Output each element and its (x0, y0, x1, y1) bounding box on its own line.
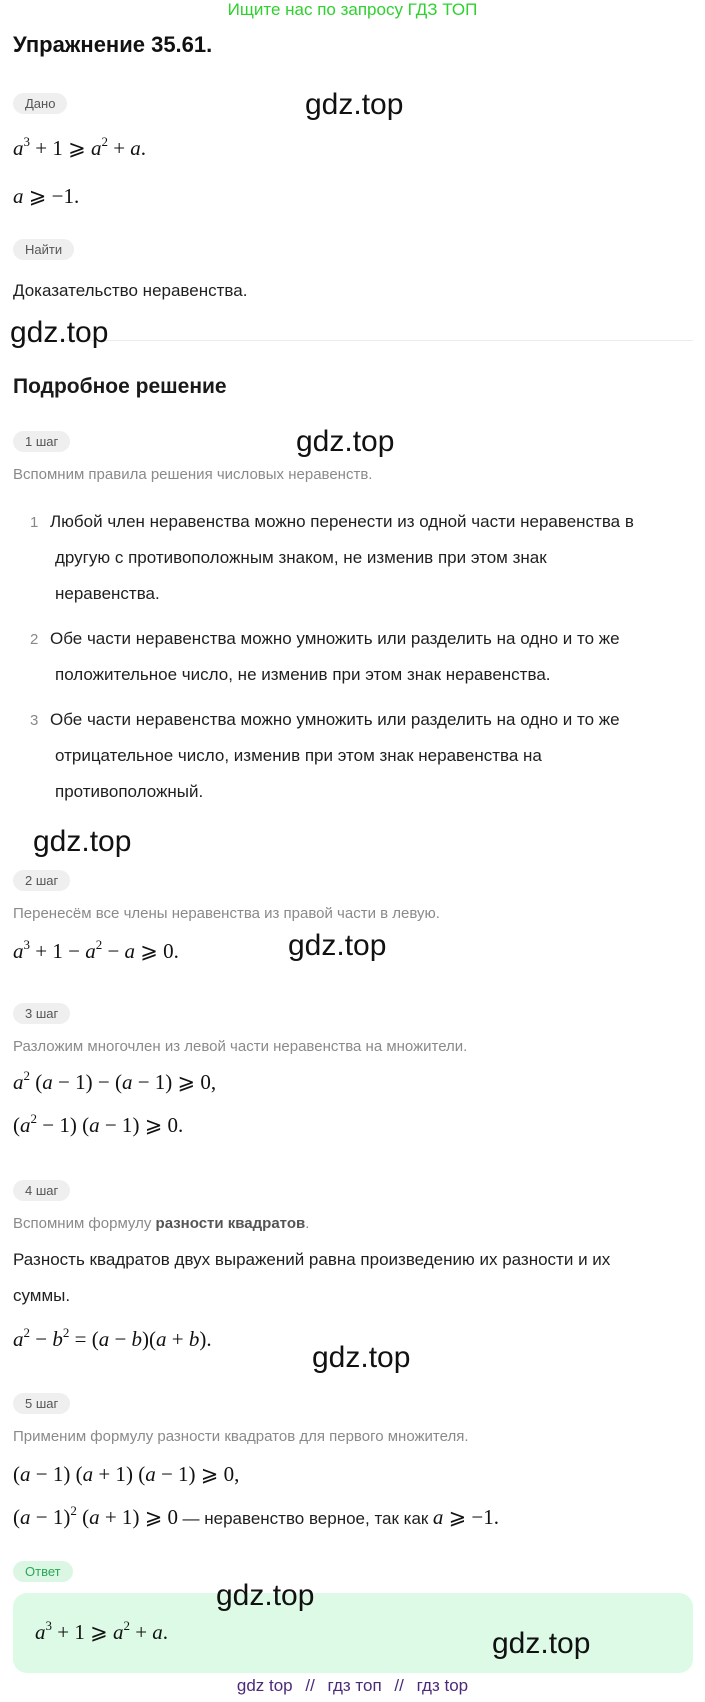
step-2-inequality: $a^3 + 1 - a^2 - a$ ⩾ 0. (13, 937, 179, 963)
step-4-badge (13, 1180, 70, 1201)
footer-separator: // (305, 1676, 315, 1695)
answer-label: Ответ (13, 1561, 73, 1582)
rule-1-line-2: другую с противоположным знаком, не изменив при этом знак (55, 548, 547, 567)
watermark: gdz.top (305, 88, 404, 121)
rule-1-number: 1 (30, 514, 39, 531)
step-5-final-inequality: $(a - 1)^2$ (a + 1) ⩾ 0 (13, 1503, 179, 1529)
answer-inequality: $a^3 + 1$ ⩾ $a^2 + a$. (35, 1618, 169, 1644)
difference-of-squares-formula: $a^2 - b^2 = (a - b)(a + b)$. (13, 1325, 212, 1351)
answer-badge (13, 1561, 73, 1582)
watermark: gdz.top (312, 1341, 411, 1374)
rule-3-line-3: противоположный. (55, 782, 204, 801)
rule-3-number: 3 (30, 712, 39, 729)
step-3-factor-1: $a^2$ (a − 1) − (a − 1) ⩾ 0, (13, 1068, 217, 1094)
solution-heading: Подробное решение (13, 375, 227, 398)
rule-1-line-1: Любой член неравенства можно перенести из одной части неравенства в (50, 512, 634, 531)
rule-2-line-2: положительное число, не изменив при этом знак неравенства. (55, 665, 551, 684)
step-4-intro (13, 1215, 309, 1232)
step-5-label: 5 шаг (13, 1393, 70, 1414)
step-5-product: (a − 1) (a + 1) (a − 1) ⩾ 0, (13, 1462, 240, 1486)
step-1-intro: Вспомним правила решения числовых неравенств. (13, 466, 373, 483)
find-label: Найти (13, 239, 74, 260)
watermark: gdz.top (492, 1627, 591, 1660)
rule-1-line-3: неравенства. (55, 584, 160, 603)
step-1-label: 1 шаг (13, 431, 70, 452)
step-5-conclusion-text: — неравенство верное, так как (182, 1509, 429, 1528)
step-3-intro: Разложим многочлен из левой части неравенства на множители. (13, 1038, 468, 1055)
footer-link-1[interactable]: gdz top (236, 1676, 293, 1695)
exercise-title: Упражнение 35.61. (13, 32, 213, 57)
step-5-conclusion (13, 1505, 499, 1530)
watermark: gdz.top (296, 425, 395, 458)
step-5-condition: a ⩾ −1. (432, 1505, 500, 1529)
given-label: Дано (13, 93, 67, 114)
step-2-intro: Перенесём все члены неравенства из правой части в левую. (13, 905, 440, 922)
rule-3-line-2: отрицательное число, изменив при этом знак неравенства на (55, 746, 542, 765)
step-3-label: 3 шаг (13, 1003, 70, 1024)
step-4-text-line-2: суммы. (13, 1286, 71, 1305)
watermark: gdz.top (10, 316, 109, 349)
step-2-badge (13, 870, 70, 891)
step-4-intro-prefix: Вспомним формулу (13, 1215, 152, 1232)
rule-2-line-1: Обе части неравенства можно умножить или разделить на одно и то же (50, 629, 620, 648)
step-3-badge (13, 1003, 70, 1024)
step-4-intro-suffix: . (305, 1215, 310, 1232)
divider (13, 340, 693, 341)
step-1-badge (13, 431, 70, 452)
find-text: Доказательство неравенства. (13, 281, 248, 300)
footer-links (0, 1676, 705, 1696)
given-badge (13, 93, 67, 114)
watermark: gdz.top (288, 929, 387, 962)
watermark: gdz.top (33, 825, 132, 858)
formula-name: разности квадратов (155, 1215, 306, 1232)
footer-separator: // (394, 1676, 404, 1695)
step-5-badge (13, 1393, 70, 1414)
search-hint-banner: Ищите нас по запросу ГДЗ ТОП (227, 0, 478, 19)
step-3-factor-2: $(a^2 - 1) (a - 1)$ ⩾ 0. (13, 1111, 184, 1137)
rule-2-number: 2 (30, 631, 39, 648)
step-2-label: 2 шаг (13, 870, 70, 891)
watermark: gdz.top (216, 1579, 315, 1612)
find-badge (13, 239, 74, 260)
footer-link-3[interactable]: гдз top (416, 1676, 469, 1695)
given-condition: a ⩾ −1. (13, 184, 80, 208)
step-4-text-line-1: Разность квадратов двух выражений равна произведению их разности и их (13, 1250, 611, 1269)
step-5-intro: Применим формулу разности квадратов для первого множителя. (13, 1428, 469, 1445)
step-4-label: 4 шаг (13, 1180, 70, 1201)
footer-link-2[interactable]: гдз топ (327, 1676, 382, 1695)
rule-3-line-1: Обе части неравенства можно умножить или разделить на одно и то же (50, 710, 620, 729)
given-inequality: $a^3 + 1$ ⩾ $a^2 + a$. (13, 134, 147, 160)
